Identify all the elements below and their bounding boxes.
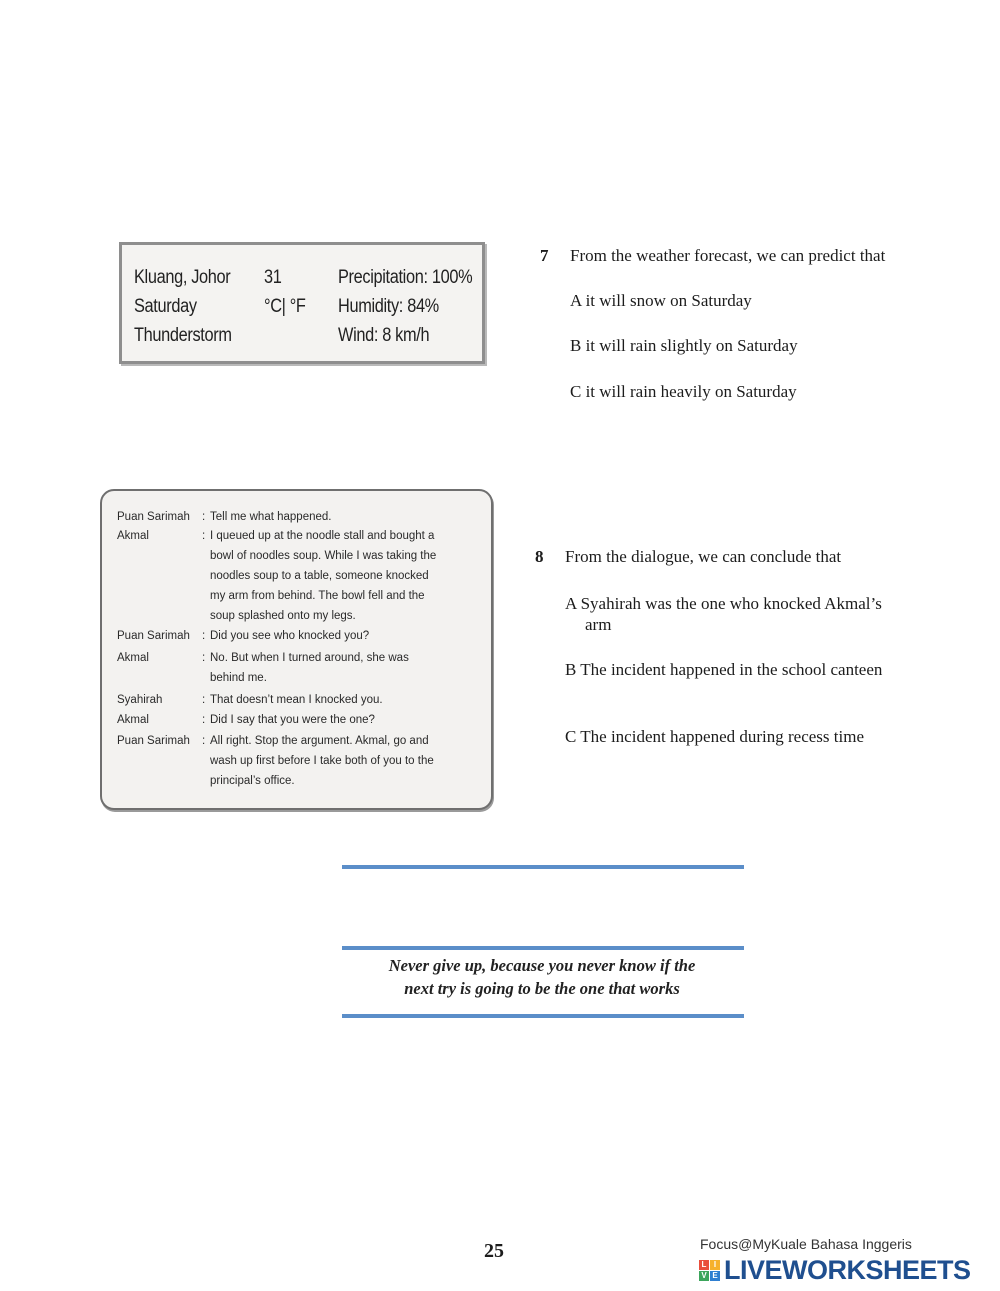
- question-8-option-c[interactable]: C The incident happened during recess time: [565, 727, 864, 746]
- dialogue-line: Did you see who knocked you?: [210, 630, 370, 642]
- weather-location: Kluang, Johor: [134, 267, 231, 288]
- question-7-option-a[interactable]: A it will snow on Saturday: [570, 291, 752, 310]
- quote-top-rule: [342, 946, 744, 950]
- question-8-option-b[interactable]: B The incident happened in the school canteen: [565, 660, 883, 679]
- dialogue-line: bowl of noodles soup. While I was taking the: [210, 550, 437, 562]
- dialogue-box: Puan Sarimah : Tell me what happened. Akmal : I queued up at the noodle stall and bought a bowl of noodles soup. While I was taking the noodles soup to a table, someone knocked my arm from behind. The bowl fell and the soup splashed onto my legs. Puan Sarimah : Did you see who knocked you? Akmal : No. But when I turned around, she was behind me. Syahirah : That doesn’t mean I knocked you. Akmal : Did I say that you were the one? Puan Sarimah : All right. Stop the argument. Akmal, go and wash up first before I take both of you to the principal’s office.: [100, 489, 493, 810]
- logo-letter: E: [710, 1271, 720, 1281]
- dialogue-line: soup splashed onto my legs.: [210, 610, 356, 622]
- dialogue-speaker: Akmal: [117, 714, 149, 726]
- dialogue-line: wash up first before I take both of you to the: [210, 755, 434, 767]
- quote-line-1: Never give up, because you never know if the: [388, 956, 696, 975]
- weather-temperature: 31: [264, 267, 282, 288]
- dialogue-speaker: Syahirah: [117, 694, 163, 706]
- dialogue-speaker: Puan Sarimah: [117, 735, 190, 747]
- question-8-option-a[interactable]: A Syahirah was the one who knocked Akmal’s: [565, 594, 882, 613]
- dialogue-line: noodles soup to a table, someone knocked: [210, 570, 429, 582]
- quote-bottom-rule: [342, 1014, 744, 1018]
- question-8-number: 8: [535, 547, 544, 566]
- logo-letter: L: [699, 1260, 709, 1270]
- dialogue-line: All right. Stop the argument. Akmal, go and: [210, 735, 429, 747]
- dialogue-line: principal’s office.: [210, 775, 295, 787]
- dialogue-line: I queued up at the noodle stall and bought a: [210, 530, 435, 542]
- weather-forecast-box: [119, 242, 485, 364]
- quote-line-2: next try is going to be the one that works: [404, 979, 680, 998]
- weather-wind: Wind: 8 km/h: [338, 325, 430, 346]
- logo-letter: V: [699, 1271, 709, 1281]
- dialogue-speaker: Akmal: [117, 530, 149, 542]
- question-7-option-b[interactable]: B it will rain slightly on Saturday: [570, 336, 798, 355]
- dialogue-speaker: Akmal: [117, 652, 149, 664]
- dialogue-speaker: Puan Sarimah: [117, 630, 190, 642]
- brand-name: LIVEWORKSHEETS: [724, 1255, 971, 1285]
- logo-letter: I: [710, 1260, 720, 1270]
- page-number: 25: [484, 1240, 504, 1262]
- question-8-text: From the dialogue, we can conclude that: [565, 547, 842, 566]
- weather-condition: Thunderstorm: [134, 325, 232, 346]
- weather-precipitation: Precipitation: 100%: [338, 267, 473, 288]
- dialogue-line: No. But when I turned around, she was: [210, 652, 409, 664]
- dialogue-line: my arm from behind. The bowl fell and the: [210, 590, 425, 602]
- liveworksheets-logo[interactable]: [699, 1255, 971, 1285]
- question-7-number: 7: [540, 246, 549, 265]
- question-7-option-c[interactable]: C it will rain heavily on Saturday: [570, 382, 797, 401]
- motivational-quote: [342, 954, 742, 1000]
- publisher-label: Focus@MyKuale Bahasa Inggeris: [700, 1236, 912, 1252]
- dialogue-line: behind me.: [210, 672, 267, 684]
- dialogue-line: Did I say that you were the one?: [210, 714, 375, 726]
- question-7-text: From the weather forecast, we can predict that: [570, 246, 886, 265]
- divider-rule: [342, 865, 744, 869]
- logo-mark-icon: [699, 1260, 720, 1281]
- weather-units: °C| °F: [264, 296, 306, 317]
- question-8-option-a-continued[interactable]: arm: [585, 615, 612, 634]
- dialogue-line: That doesn’t mean I knocked you.: [210, 694, 383, 706]
- weather-day: Saturday: [134, 296, 197, 317]
- weather-humidity: Humidity: 84%: [338, 296, 439, 317]
- dialogue-speaker: Puan Sarimah: [117, 511, 190, 523]
- dialogue-line: Tell me what happened.: [210, 511, 332, 523]
